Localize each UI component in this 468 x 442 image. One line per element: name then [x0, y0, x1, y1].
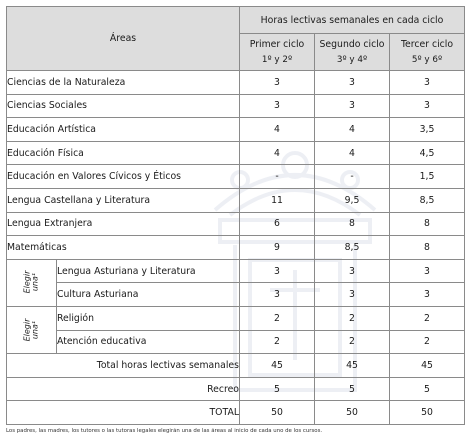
area-name: Ciencias de la Naturaleza: [7, 71, 240, 95]
hours-cell: 3: [390, 71, 465, 95]
hours-cell: 8: [390, 212, 465, 236]
header-cycle-3: [390, 34, 465, 71]
recreo-label: Recreo: [7, 377, 240, 401]
area-name: Educación Física: [7, 141, 240, 165]
choose-label-line1: Elegir: [22, 318, 32, 341]
hours-cell: -: [315, 165, 390, 189]
hours-cell: 2: [315, 306, 390, 330]
cycle-name: Primer ciclo: [249, 38, 305, 50]
hours-cell: 2: [390, 306, 465, 330]
table-row: [7, 212, 465, 236]
grand-total-row: [7, 401, 465, 425]
area-name: Educación Artística: [7, 118, 240, 142]
total-cell: 5: [240, 377, 315, 401]
hours-cell: 2: [240, 330, 315, 354]
hours-cell: 3: [390, 94, 465, 118]
hours-cell: 4,5: [390, 141, 465, 165]
header-row-1: [7, 7, 465, 34]
header-horas: Horas lectivas semanales en cada ciclo: [240, 7, 465, 34]
choose-one-label: [7, 306, 57, 353]
table-row: [7, 306, 465, 330]
hours-cell: 2: [315, 330, 390, 354]
choose-label-line2: una¹: [30, 320, 40, 339]
area-name: Lengua Extranjera: [7, 212, 240, 236]
hours-cell: 3: [315, 283, 390, 307]
table-row: [7, 259, 465, 283]
footnote: Los padres, las madres, los tutores o las tutoras legales elegirán una de las áreas al inicio de cada uno de los cursos.: [6, 428, 323, 434]
hours-cell: 4: [315, 141, 390, 165]
hours-cell: 4: [240, 118, 315, 142]
cycle-courses: 1º y 2º: [261, 54, 293, 65]
hours-cell: 3: [240, 94, 315, 118]
total-cell: 50: [315, 401, 390, 425]
cycle-name: Tercer ciclo: [400, 38, 454, 50]
cycle-courses: 3º y 4º: [336, 54, 368, 65]
hours-cell: 11: [240, 188, 315, 212]
hours-cell: -: [240, 165, 315, 189]
area-name: Lengua Asturiana y Literatura: [57, 259, 240, 283]
total-cell: 45: [390, 354, 465, 378]
hours-cell: 8,5: [390, 188, 465, 212]
table-row: [7, 283, 465, 307]
hours-cell: 3: [240, 71, 315, 95]
hours-cell: 3: [315, 259, 390, 283]
table-row: [7, 94, 465, 118]
hours-cell: 6: [240, 212, 315, 236]
hours-cell: 9: [240, 236, 315, 260]
hours-cell: 3: [240, 283, 315, 307]
total-cell: 45: [240, 354, 315, 378]
table-row: [7, 330, 465, 354]
total-cell: 50: [240, 401, 315, 425]
hours-cell: 4: [315, 118, 390, 142]
choose-one-label: [7, 259, 57, 306]
header-areas: Áreas: [7, 7, 240, 71]
hours-cell: 2: [240, 306, 315, 330]
hours-cell: 1,5: [390, 165, 465, 189]
table-row: [7, 141, 465, 165]
total-label: Total horas lectivas semanales: [7, 354, 240, 378]
hours-cell: 3: [390, 259, 465, 283]
choose-label-line1: Elegir: [22, 270, 32, 294]
hours-cell: 3: [390, 283, 465, 307]
table-row: [7, 165, 465, 189]
hours-cell: 3,5: [390, 118, 465, 142]
hours-cell: 9,5: [315, 188, 390, 212]
table-row: [7, 188, 465, 212]
table-row: [7, 236, 465, 260]
hours-cell: 3: [240, 259, 315, 283]
area-name: Religión: [57, 306, 240, 330]
choose-label-line2: una¹: [30, 273, 40, 292]
table-row: [7, 118, 465, 142]
area-name: Ciencias Sociales: [7, 94, 240, 118]
area-name: Matemáticas: [7, 236, 240, 260]
total-cell: 50: [390, 401, 465, 425]
hours-table: [6, 6, 465, 425]
hours-cell: 3: [315, 71, 390, 95]
area-name: Atención educativa: [57, 330, 240, 354]
area-name: Cultura Asturiana: [57, 283, 240, 307]
hours-cell: 8: [315, 212, 390, 236]
area-name: Lengua Castellana y Literatura: [7, 188, 240, 212]
grand-total-label: TOTAL: [7, 401, 240, 425]
cycle-courses: 5º y 6º: [411, 54, 443, 65]
total-cell: 5: [315, 377, 390, 401]
area-name: Educación en Valores Cívicos y Éticos: [7, 165, 240, 189]
table-row: [7, 71, 465, 95]
total-row: [7, 354, 465, 378]
hours-cell: 2: [390, 330, 465, 354]
header-cycle-2: [315, 34, 390, 71]
recreo-row: [7, 377, 465, 401]
cycle-name: Segundo ciclo: [319, 38, 385, 50]
hours-cell: 8,5: [315, 236, 390, 260]
total-cell: 5: [390, 377, 465, 401]
total-cell: 45: [315, 354, 390, 378]
header-cycle-1: [240, 34, 315, 71]
hours-cell: 4: [240, 141, 315, 165]
hours-cell: 3: [315, 94, 390, 118]
hours-cell: 8: [390, 236, 465, 260]
